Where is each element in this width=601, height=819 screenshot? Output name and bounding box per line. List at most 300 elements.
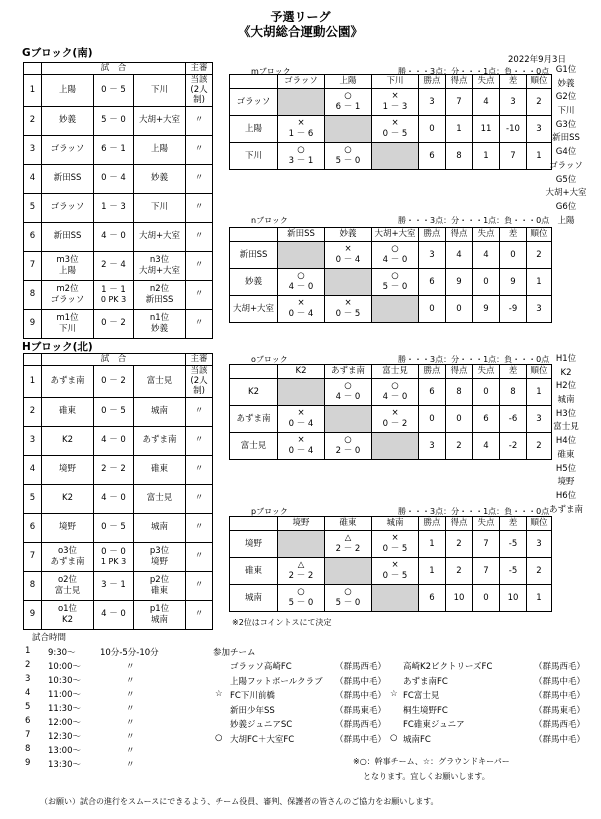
time-row — [25, 758, 185, 772]
home-team-name-2: K2 — [62, 614, 73, 625]
h-rank-label: H6位 — [555, 490, 577, 501]
stat-value: 1 — [473, 143, 500, 170]
score-cell — [94, 571, 134, 600]
home-team-name: o2位 — [57, 575, 78, 586]
score-line: 1 － 3 — [101, 202, 126, 213]
score-cell — [94, 222, 134, 251]
header-blank — [24, 63, 42, 75]
stat-value: 0 — [500, 242, 527, 269]
stat-value: 1 — [446, 116, 473, 143]
g-rank-label: G5位 — [555, 174, 577, 185]
league-row — [230, 379, 552, 406]
referee-text: 〃 — [194, 551, 204, 562]
points-note-m: 勝・・・3点：分・・・1点：負・・・0点 — [398, 67, 550, 76]
g-rank-team: ゴラッソ — [549, 160, 583, 171]
team-area: （群馬西毛） — [335, 720, 387, 730]
stat-value: 3 — [419, 89, 446, 116]
stat-header: 差 — [500, 75, 527, 89]
stat-value: 2 — [527, 558, 552, 585]
league-row — [230, 269, 552, 296]
score-line: 5 － 0 — [101, 115, 126, 126]
stat-header: 失点 — [473, 228, 500, 242]
referee-text: 〃 — [194, 115, 204, 126]
home-team-name: ゴラッソ — [50, 144, 85, 155]
m-block-label: mブロック — [251, 67, 291, 76]
score-line: 0 － 2 — [101, 376, 126, 387]
time-note: 〃 — [126, 676, 135, 686]
home-team — [42, 455, 94, 484]
team-row — [213, 675, 593, 689]
result-cell — [325, 585, 372, 612]
row-team: 下川 — [230, 143, 278, 170]
result-mark: × — [344, 298, 352, 308]
result-score: 0 － 4 — [288, 309, 314, 319]
home-team — [42, 571, 94, 600]
col-team: K2 — [278, 365, 325, 379]
result-mark: ○ — [391, 271, 399, 281]
referee — [186, 309, 213, 338]
stat-value: 6 — [419, 143, 446, 170]
team-area: （群馬東毛） — [335, 705, 387, 716]
time-value: 10:00～ — [48, 662, 81, 672]
stat-value: 3 — [527, 116, 552, 143]
score-cell — [94, 600, 134, 629]
stat-header: 勝点 — [419, 228, 446, 242]
date-label: 2022年9月3日 — [508, 55, 566, 65]
result-mark: ○ — [344, 587, 352, 597]
team-row — [213, 718, 593, 732]
stat-value: 9 — [473, 296, 500, 323]
time-row — [25, 730, 185, 744]
league-row — [230, 296, 552, 323]
g-rank-team: 上陽 — [557, 215, 575, 226]
team-name: 大胡FC＋大室FC — [230, 734, 295, 745]
referee-text: 〃 — [194, 493, 204, 504]
score-line: 2 － 2 — [101, 464, 126, 475]
result-cell — [278, 269, 325, 296]
team-name: ゴラッソ高崎FC — [230, 662, 292, 672]
row-team: 碓東 — [230, 558, 278, 585]
team-name-2: あずま南FC — [403, 676, 448, 687]
stat-value: 3 — [527, 531, 552, 558]
time-note: 〃 — [126, 732, 135, 742]
score-cell — [94, 135, 134, 164]
score-line: 4 － 0 — [101, 231, 126, 242]
g-rank-label: G3位 — [555, 119, 577, 130]
score-line: 0 － 5 — [101, 522, 126, 533]
away-team-name: 妙義 — [151, 173, 169, 184]
col-team: ゴラッソ — [278, 75, 325, 89]
score-line: 2 － 4 — [101, 260, 126, 271]
away-team — [134, 193, 186, 222]
time-no: 7 — [25, 730, 31, 740]
referee-text: 〃 — [194, 435, 204, 446]
row-team: K2 — [230, 379, 278, 406]
away-team-name: 上陽 — [151, 144, 169, 155]
stat-header: 順位 — [527, 365, 552, 379]
time-row — [25, 646, 185, 660]
stat-value: 10 — [446, 585, 473, 612]
team-mark: ☆ — [215, 689, 223, 699]
away-team-name-2: 碓東 — [151, 585, 169, 596]
g-rank-label: G2位 — [555, 92, 577, 103]
away-team — [134, 251, 186, 280]
result-cell — [278, 242, 325, 269]
stat-header: 差 — [500, 517, 527, 531]
home-team — [42, 135, 94, 164]
away-team-name-2: 城南 — [151, 614, 169, 625]
stat-header: 失点 — [473, 517, 500, 531]
stat-value: 0 — [473, 379, 500, 406]
stat-value: 8 — [446, 379, 473, 406]
stat-value: 0 — [446, 296, 473, 323]
match-no: 6 — [24, 222, 42, 251]
away-team-name: 大胡+大室 — [138, 115, 181, 126]
result-mark: ○ — [344, 145, 352, 155]
time-value: 12:30～ — [48, 732, 81, 742]
league-row — [230, 558, 552, 585]
result-score: 5 － 0 — [382, 282, 408, 292]
stat-value: 11 — [473, 116, 500, 143]
col-team: 富士見 — [372, 365, 419, 379]
match-no: 6 — [24, 513, 42, 542]
stat-value: 1 — [527, 379, 552, 406]
result-mark: ○ — [344, 381, 352, 391]
score-line: 1 － 1 — [101, 284, 126, 295]
match-row — [24, 309, 213, 338]
match-row — [24, 571, 213, 600]
home-team-name: o3位 — [57, 546, 78, 557]
h-rank-label: H5位 — [555, 463, 577, 474]
points-note-n: 勝・・・3点：分・・・1点：負・・・0点 — [398, 216, 550, 225]
score-line: 4 － 0 — [101, 435, 126, 446]
home-team-name: 妙義 — [58, 115, 76, 126]
home-team-name: 上陽 — [58, 85, 76, 96]
stat-value: 4 — [473, 242, 500, 269]
result-score: 3 － 1 — [288, 156, 314, 166]
score-cell — [94, 455, 134, 484]
stat-value: 8 — [500, 379, 527, 406]
away-team — [134, 397, 186, 426]
result-score: 0 － 5 — [335, 309, 361, 319]
stat-value: 2 — [446, 531, 473, 558]
home-team-name: m1位 — [56, 313, 79, 324]
result-score: 2 － 0 — [335, 446, 361, 456]
stat-value: 4 — [473, 89, 500, 116]
row-team: あずま南 — [230, 406, 278, 433]
row-team: 境野 — [230, 531, 278, 558]
score-cell — [94, 193, 134, 222]
result-cell — [325, 269, 372, 296]
team-name-2: FC富士見 — [403, 691, 440, 701]
home-team — [42, 426, 94, 455]
score-cell — [94, 164, 134, 193]
score-line: 4 － 0 — [101, 493, 126, 504]
stat-value: 4 — [446, 242, 473, 269]
match-row — [24, 75, 213, 107]
match-no: 4 — [24, 455, 42, 484]
away-team-name: 城南 — [151, 406, 169, 417]
result-cell — [372, 242, 419, 269]
league-row — [230, 143, 552, 170]
match-no: 5 — [24, 484, 42, 513]
stat-value: 3 — [419, 433, 446, 460]
team-row — [213, 660, 593, 674]
away-team-name-2: 新田SS — [145, 294, 174, 305]
corner — [230, 517, 278, 531]
home-team-name: m2位 — [56, 284, 79, 295]
p-block-league-table — [229, 516, 552, 612]
result-score: 1 － 6 — [288, 129, 314, 139]
score-line: 0 － 0 — [101, 546, 126, 557]
home-team-name: m3位 — [56, 255, 79, 266]
away-team-name: n2位 — [149, 284, 170, 295]
stat-value: 6 — [419, 269, 446, 296]
stat-value: 1 — [527, 269, 552, 296]
score-cell — [94, 280, 134, 309]
h-final-ranking — [534, 353, 598, 517]
stat-value: 9 — [500, 269, 527, 296]
referee-text: 〃 — [194, 202, 204, 213]
footer-request: （お願い）試合の進行をスムースにできるよう、チーム役員、審判、保護者の皆さんのご協力をお願いします。 — [40, 797, 439, 806]
time-no: 5 — [25, 702, 31, 712]
row-team: 大胡+大室 — [230, 296, 278, 323]
away-team-name: 富士見 — [146, 376, 173, 387]
result-cell — [325, 379, 372, 406]
result-cell — [372, 143, 419, 170]
away-team — [134, 135, 186, 164]
stat-value: -5 — [500, 531, 527, 558]
away-team — [134, 222, 186, 251]
result-mark: ○ — [297, 271, 305, 281]
time-value: 13:30～ — [48, 760, 81, 770]
time-value: 13:00～ — [48, 746, 81, 756]
referee-text: 〃 — [194, 173, 204, 184]
away-team — [134, 426, 186, 455]
away-team-name-2: 境野 — [151, 556, 169, 567]
p-block-label: pブロック — [251, 507, 288, 516]
stat-value: -6 — [500, 406, 527, 433]
stat-value: 3 — [419, 242, 446, 269]
time-no: 6 — [25, 716, 31, 726]
referee-text: 当該 — [190, 75, 208, 85]
referee — [186, 455, 213, 484]
stat-header: 得点 — [446, 365, 473, 379]
result-score: 0 － 4 — [288, 419, 314, 429]
team-area: （群馬中毛） — [335, 734, 387, 745]
score-cell — [94, 397, 134, 426]
home-team — [42, 542, 94, 571]
result-score: 4 － 0 — [288, 282, 314, 292]
pk-score: 1 PK 3 — [100, 556, 127, 566]
team-mark-2: ☆ — [390, 689, 398, 699]
g-rank-label: G6位 — [555, 201, 577, 212]
stat-value: 2 — [527, 433, 552, 460]
score-line: 0 － 4 — [101, 173, 126, 184]
away-team — [134, 484, 186, 513]
stat-header: 差 — [500, 228, 527, 242]
referee — [186, 366, 213, 398]
match-row — [24, 280, 213, 309]
result-cell — [278, 296, 325, 323]
result-cell — [278, 89, 325, 116]
stat-value: 10 — [500, 585, 527, 612]
away-team — [134, 600, 186, 629]
header-ref: 主審 — [186, 63, 213, 75]
team-area: （群馬中毛） — [335, 691, 387, 701]
team-name: 新田少年SS — [230, 705, 275, 716]
team-name: 上陽フットボールクラブ — [230, 676, 323, 687]
time-row — [25, 744, 185, 758]
time-note: 〃 — [126, 690, 135, 700]
time-no: 9 — [25, 758, 31, 768]
match-no: 2 — [24, 106, 42, 135]
home-team-name-2: 下川 — [58, 323, 76, 334]
score-cell — [94, 542, 134, 571]
team-row — [213, 733, 593, 747]
referee — [186, 513, 213, 542]
score-cell — [94, 426, 134, 455]
referee-text: 当該 — [190, 366, 208, 376]
match-row — [24, 542, 213, 571]
away-team — [134, 309, 186, 338]
home-team — [42, 106, 94, 135]
page-title: 予選リーグ — [270, 10, 331, 24]
result-score: 0 － 5 — [382, 544, 408, 554]
stat-value: -5 — [500, 558, 527, 585]
coin-toss-note: ※2位はコイントスにて決定 — [232, 618, 332, 627]
referee-text: 〃 — [194, 522, 204, 533]
score-cell — [94, 309, 134, 338]
referee-text: 〃 — [194, 144, 204, 155]
referee — [186, 426, 213, 455]
match-no: 3 — [24, 135, 42, 164]
result-score: 4 － 0 — [382, 255, 408, 265]
corner — [230, 75, 278, 89]
stat-value: -9 — [500, 296, 527, 323]
time-value: 11:00～ — [48, 690, 81, 700]
result-score: 4 － 0 — [382, 392, 408, 402]
time-row — [25, 702, 185, 716]
time-row — [25, 716, 185, 730]
stat-value: 6 — [419, 379, 446, 406]
home-team-name: 新田SS — [53, 173, 82, 184]
away-team-name-2: 大胡+大室 — [138, 265, 181, 276]
match-no: 2 — [24, 397, 42, 426]
away-team-name: p1位 — [149, 604, 170, 615]
match-row — [24, 193, 213, 222]
match-no: 7 — [24, 251, 42, 280]
stat-header: 差 — [500, 365, 527, 379]
result-mark: ○ — [344, 435, 352, 445]
stat-value: 9 — [446, 269, 473, 296]
away-team — [134, 280, 186, 309]
header-ref: 主審 — [186, 354, 213, 366]
score-line: 0 － 2 — [101, 318, 126, 329]
league-row — [230, 242, 552, 269]
stat-value: 0 — [446, 406, 473, 433]
home-team — [42, 309, 94, 338]
result-cell — [372, 116, 419, 143]
match-no: 8 — [24, 280, 42, 309]
stat-value: 3 — [527, 296, 552, 323]
stat-value: 0 — [473, 269, 500, 296]
away-team — [134, 513, 186, 542]
referee — [186, 571, 213, 600]
time-note: 〃 — [126, 746, 135, 756]
score-cell — [94, 251, 134, 280]
match-row — [24, 164, 213, 193]
o-block-league-table — [229, 364, 552, 460]
away-team — [134, 164, 186, 193]
stat-header: 得点 — [446, 517, 473, 531]
away-team-name: p3位 — [149, 546, 170, 557]
time-no: 8 — [25, 744, 31, 754]
stat-header: 順位 — [527, 517, 552, 531]
col-team: 城南 — [372, 517, 419, 531]
h-rank-team: 碓東 — [557, 449, 575, 460]
away-team — [134, 75, 186, 107]
home-team — [42, 222, 94, 251]
stat-value: 4 — [473, 433, 500, 460]
time-row — [25, 660, 185, 674]
time-no: 3 — [25, 674, 31, 684]
home-team — [42, 513, 94, 542]
team-area: （群馬西毛） — [335, 662, 387, 672]
g-rank-team: 新田SS — [552, 133, 580, 144]
score-cell — [94, 106, 134, 135]
result-mark: ○ — [391, 244, 399, 254]
home-team — [42, 193, 94, 222]
team-area-2: （群馬中毛） — [534, 676, 586, 687]
referee — [186, 135, 213, 164]
match-no: 5 — [24, 193, 42, 222]
away-team — [134, 571, 186, 600]
score-line: 0 － 5 — [101, 85, 126, 96]
home-team — [42, 366, 94, 398]
stat-value: 1 — [419, 531, 446, 558]
away-team-name: 富士見 — [146, 493, 173, 504]
result-cell — [278, 433, 325, 460]
result-cell — [325, 89, 372, 116]
stat-header: 得点 — [446, 75, 473, 89]
stat-value: 0 — [419, 406, 446, 433]
match-row — [24, 426, 213, 455]
h-rank-team: 城南 — [557, 395, 575, 406]
h-rank-label: H1位 — [555, 354, 577, 364]
result-mark: △ — [344, 533, 352, 543]
corner — [230, 228, 278, 242]
col-team: 碓東 — [325, 517, 372, 531]
team-area-2: （群馬東毛） — [534, 705, 586, 716]
result-mark: × — [297, 118, 305, 128]
referee-text: 〃 — [194, 580, 204, 591]
away-team — [134, 106, 186, 135]
teams-label: 参加チーム — [213, 648, 256, 658]
league-row — [230, 433, 552, 460]
result-cell — [278, 558, 325, 585]
away-team-name: n1位 — [149, 313, 170, 324]
home-team — [42, 484, 94, 513]
team-area-2: （群馬西毛） — [534, 720, 586, 730]
team-mark: ○ — [215, 732, 223, 743]
away-team-name: 下川 — [151, 85, 169, 96]
score-cell — [94, 484, 134, 513]
home-team-name: o1位 — [57, 604, 78, 615]
score-line: 4 － 0 — [101, 609, 126, 620]
result-cell — [372, 433, 419, 460]
time-no: 2 — [25, 660, 31, 670]
